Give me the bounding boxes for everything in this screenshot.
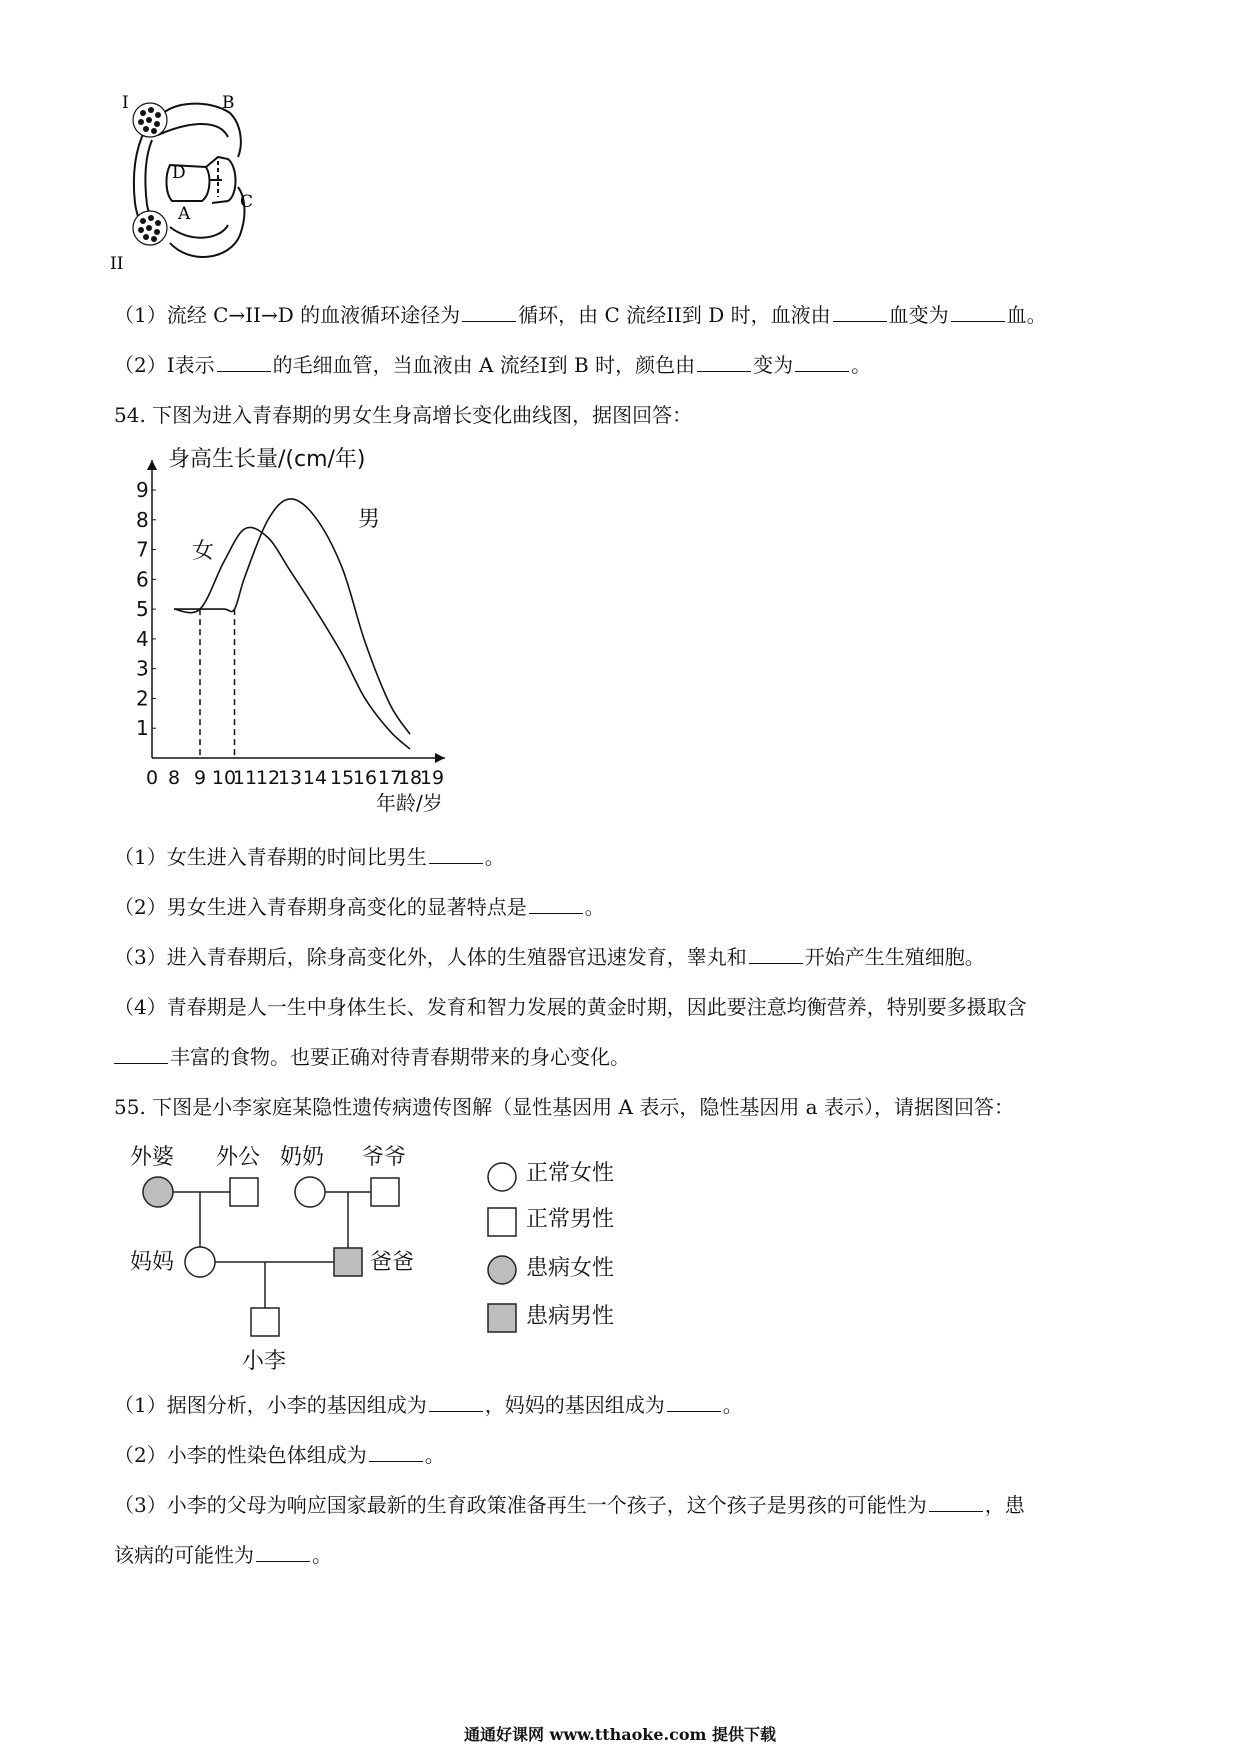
x-axis-arrow — [435, 753, 445, 763]
label-xiaoli: 小李 — [242, 1349, 287, 1374]
x-tick-label: 11 — [232, 767, 258, 789]
y-tick-label: 4 — [136, 626, 149, 651]
answer-blank[interactable] — [256, 1541, 310, 1562]
q54-sub1: （1）女生进入青春期的时间比男生 。 — [114, 845, 505, 869]
q54-sub4-cont: 丰富的食物。也要正确对待青春期带来的身心变化。 — [114, 1042, 630, 1072]
answer-blank[interactable] — [795, 351, 849, 372]
y-tick-label: 9 — [136, 478, 149, 502]
answer-blank[interactable] — [929, 1491, 983, 1512]
x-tick-label: 14 — [302, 767, 328, 789]
label-I: I — [122, 95, 129, 113]
legend-affected-female: 患病女性 — [526, 1256, 615, 1281]
answer-blank[interactable] — [697, 351, 751, 372]
y-tick-label: 5 — [136, 597, 149, 622]
legend-normal-male: 正常男性 — [526, 1207, 615, 1232]
x-tick-label: 12 — [255, 767, 281, 789]
series-line-male — [174, 499, 410, 734]
father-symbol — [334, 1248, 362, 1276]
x-tick-label: 15 — [329, 767, 355, 789]
legend-affected-male: 患病男性 — [526, 1304, 615, 1329]
footer: 通通好课网 www.tthaoke.com 提供下载 — [463, 1725, 777, 1744]
label-II: II — [110, 254, 124, 274]
q53-sub1: （1）流经 C→II→D 的血液循环途径为 循环，由 C 流经II到 D 时，血液由 血变为 血。 — [114, 303, 1047, 327]
growth-chart — [120, 440, 480, 820]
label-yeye: 爷爷 — [362, 1145, 407, 1170]
answer-blank[interactable] — [951, 301, 1005, 322]
answer-blank[interactable] — [833, 301, 887, 322]
mother-symbol — [185, 1247, 215, 1277]
y-tick-label: 1 — [136, 716, 149, 741]
pedigree-chart — [120, 1138, 450, 1378]
label-D: D — [172, 163, 186, 183]
series-label-female: 女 — [192, 539, 215, 564]
label-waipo: 外婆 — [130, 1145, 175, 1170]
series-label-male: 男 — [358, 507, 381, 532]
q53-sub2: （2）I表示 的毛细血管，当血液由 A 流经I到 B 时，颜色由 变为 。 — [114, 353, 872, 377]
answer-blank[interactable] — [429, 843, 483, 864]
label-waigong: 外公 — [216, 1145, 261, 1170]
y-axis-label: 身高生长量/(cm/年) — [168, 447, 366, 472]
x-tick-label: 18 — [397, 767, 423, 789]
legend-normal-female-icon — [486, 1161, 518, 1193]
x-tick-label: 13 — [277, 767, 303, 789]
q54-sub3: （3）进入青春期后，除身高变化外，人体的生殖器官迅速发育，睾丸和 开始产生生殖细胞。 — [114, 945, 985, 969]
y-tick-label: 3 — [136, 656, 149, 681]
x-tick-label: 8 — [167, 767, 181, 789]
grandfather-maternal-symbol — [230, 1178, 258, 1206]
label-mama: 妈妈 — [130, 1250, 175, 1275]
q54-sub2: （2）男女生进入青春期身高变化的显著特点是 。 — [114, 895, 605, 919]
label-A: A — [178, 204, 191, 224]
x-tick-label: 19 — [419, 767, 445, 789]
q55-sub3-cont: 该病的可能性为 。 — [114, 1543, 332, 1567]
legend-normal-male-icon — [486, 1206, 518, 1238]
q54-stem: 54. 下图为进入青春期的男女生身高增长变化曲线图，据图回答： — [114, 403, 693, 427]
answer-blank[interactable] — [462, 301, 516, 322]
grandmother-paternal-symbol — [295, 1177, 325, 1207]
x-axis-label: 年龄/岁 — [376, 791, 443, 815]
label-baba: 爸爸 — [370, 1250, 415, 1275]
x-tick-label: 17 — [377, 767, 403, 789]
legend-normal-female: 正常女性 — [526, 1161, 615, 1186]
q55-sub3: （3）小李的父母为响应国家最新的生育政策准备再生一个孩子，这个孩子是男孩的可能性为 ，患 — [114, 1493, 1025, 1517]
grandfather-paternal-symbol — [371, 1178, 399, 1206]
x-tick-label: 16 — [352, 767, 378, 789]
answer-blank[interactable] — [749, 943, 803, 964]
q54-sub4: （4）青春期是人一生中身体生长、发育和智力发展的黄金时期，因此要注意均衡营养，特别要多摄取含 — [114, 995, 1027, 1019]
answer-blank[interactable] — [429, 1391, 483, 1412]
answer-blank[interactable] — [529, 893, 583, 914]
q55-sub2: （2）小李的性染色体组成为 。 — [114, 1443, 445, 1467]
y-tick-label: 7 — [136, 537, 149, 562]
answer-blank[interactable] — [369, 1441, 423, 1462]
label-nainai: 奶奶 — [280, 1145, 325, 1170]
y-tick-label: 2 — [136, 686, 149, 711]
xiaoli-symbol — [251, 1308, 279, 1336]
x-tick-label: 0 — [145, 767, 159, 789]
label-C: C — [240, 192, 254, 212]
x-tick-label: 10 — [211, 767, 237, 789]
answer-blank[interactable] — [217, 351, 271, 372]
y-tick-label: 6 — [136, 567, 149, 592]
y-tick-label: 8 — [136, 507, 149, 532]
q55-sub1: （1）据图分析，小李的基因组成为 ，妈妈的基因组成为 。 — [114, 1393, 743, 1417]
y-axis-arrow — [147, 460, 157, 470]
q55-stem: 55. 下图是小李家庭某隐性遗传病遗传图解（显性基因用 A 表示，隐性基因用 a 表示），请据图回答： — [114, 1095, 1014, 1119]
grandmother-maternal-symbol — [143, 1177, 173, 1207]
label-B: B — [222, 95, 235, 113]
circulation-diagram — [110, 95, 280, 275]
legend-affected-female-icon — [486, 1254, 518, 1286]
legend-affected-male-icon — [486, 1302, 518, 1334]
answer-blank[interactable] — [667, 1391, 721, 1412]
x-tick-label: 9 — [193, 767, 207, 789]
answer-blank[interactable] — [114, 1043, 168, 1064]
